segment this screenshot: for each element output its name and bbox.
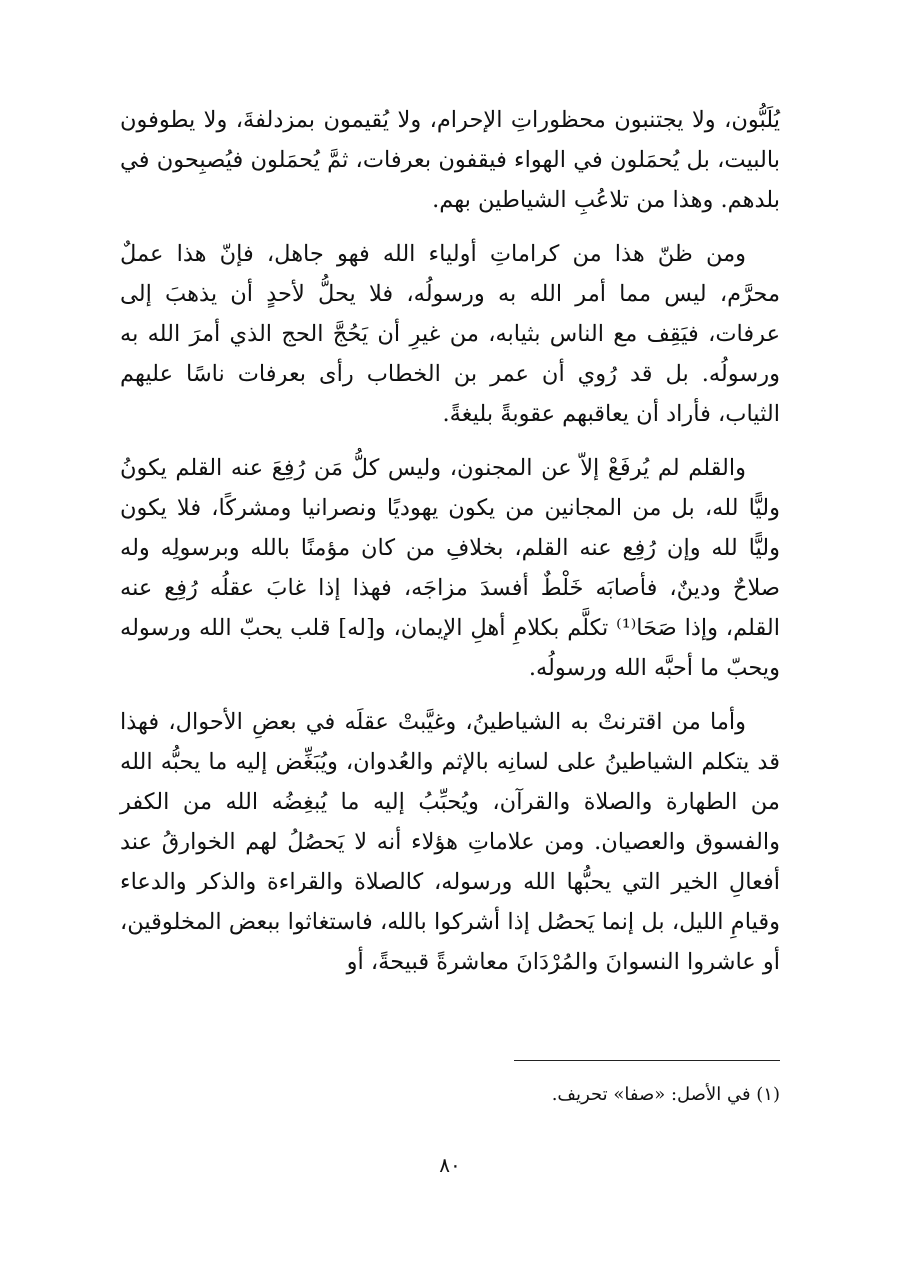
page-number: ٨٠: [439, 1153, 461, 1177]
paragraph: وأما من اقترنتْ به الشياطينُ، وغيَّبتْ عقلَه في بعضِ الأحوال، فهذا قد يتكلم الشياطينُ على لسانِه بالإثم والعُدوان، ويُبَغِّض إليه ما يحبُّه الله من الطهارة والصلاة والقرآن، ويُحبِّبُ إليه ما يُبغِضُه الله من الكفر والفسوق والعصيان. ومن علاماتِ هؤلاء أنه لا يَحصُلُ لهم الخوارقُ عند أفعالِ الخير التي يحبُّها الله ورسوله، كالصلاة والقراءة والذكر والدعاء وقيامِ الليل، بل إنما يَحصُل إذا أشركوا بالله، فاستغاثوا ببعض المخلوقين، أو عاشروا النسوانَ والمُرْدَانَ معاشرةً قبيحةً، أو: [120, 709, 780, 975]
footnote: (١) في الأصل: «صفا» تحريف.: [551, 1084, 780, 1105]
footnote-separator: [514, 1060, 780, 1061]
paragraph: ومن ظنّ هذا من كراماتِ أولياء الله فهو جاهل، فإنّ هذا عملٌ محرَّم، ليس مما أمر الله به ورسولُه، فلا يحلُّ لأحدٍ أن يذهبَ إلى عرفات، فيَقِف مع الناس بثيابه، من غيرِ أن يَحُجَّ الحج الذي أمرَ الله به ورسولُه. بل قد رُوي أن عمر بن الخطاب رأى بعرفات ناسًا عليهم الثياب، فأراد أن يعاقبهم عقوبةً بليغةً.: [120, 241, 780, 427]
paragraph: والقلم لم يُرفَعْ إلاّ عن المجنون، وليس كلُّ مَن رُفِعَ عنه القلم يكونُ وليًّا لله، بل من المجانين من يكون يهوديًا ونصرانيا ومشركًا، فلا يكون وليًّا لله وإن رُفِع عنه القلم، بخلافِ من كان مؤمنًا بالله وبرسولِه وله صلاحٌ ودينٌ، فأصابَه خَلْطٌ أفسدَ مزاجَه، فهذا إذا غابَ عقلُه رُفِع عنه القلم، وإذا صَحَا⁽¹⁾ تكلَّم بكلامِ أهلِ الإيمان، و[له] قلب يحبّ الله ورسوله ويحبّ ما أحبَّه الله ورسولُه.: [120, 455, 780, 681]
paragraph: يُلَبُّون، ولا يجتنبون محظوراتِ الإحرام، ولا يُقيمون بمزدلفةَ، ولا يطوفون بالبيت، بل يُحمَلون في الهواء فيقفون بعرفات، ثمَّ يُحمَلون فيُصبِحون في بلدهم. وهذا من تلاعُبِ الشياطين بهم.: [120, 107, 780, 213]
body-text: [120, 100, 780, 996]
